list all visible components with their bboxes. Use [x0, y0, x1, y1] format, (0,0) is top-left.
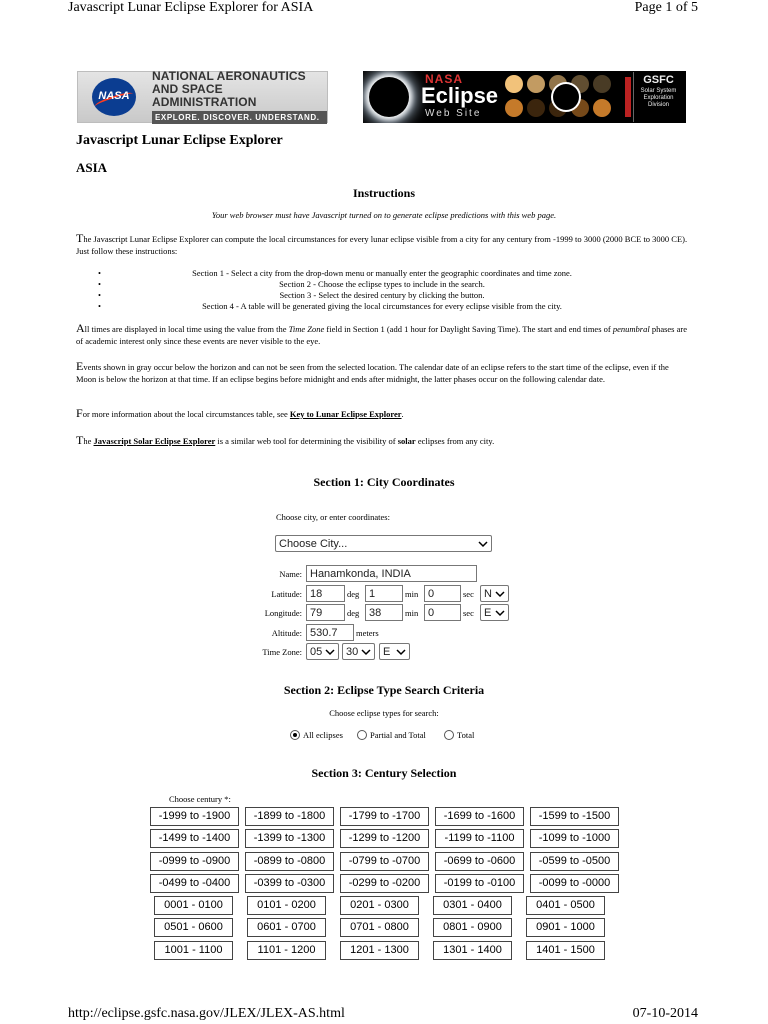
- javascript-note: Your web browser must have Javascript turned on to generate eclipse predictions with this web page.: [211, 210, 557, 220]
- chevron-down-icon: [495, 589, 505, 599]
- century-row: [150, 874, 630, 895]
- century-button[interactable]: -1899 to -1800: [245, 807, 334, 826]
- century-button[interactable]: -0499 to -0400: [150, 874, 239, 893]
- century-button[interactable]: 0201 - 0300: [340, 896, 419, 915]
- region-heading: ASIA: [76, 160, 108, 175]
- meters-unit: meters: [356, 628, 379, 638]
- banner-accent-bar: [625, 77, 631, 117]
- century-button[interactable]: -1699 to -1600: [435, 807, 524, 826]
- section2-heading: Section 2: Eclipse Type Search Criteria: [283, 683, 485, 697]
- century-button[interactable]: -1799 to -1700: [340, 807, 429, 826]
- eclipse-banner-subtitle: Web Site: [425, 108, 482, 119]
- min-unit: min: [405, 608, 419, 618]
- century-button[interactable]: -0899 to -0800: [245, 852, 334, 871]
- century-row: [150, 896, 630, 917]
- step-item: • Section 3 - Select the desired century by clicking the button.: [76, 290, 688, 301]
- section3-heading: Section 3: Century Selection: [311, 766, 457, 780]
- latitude-dir-select[interactable]: N: [480, 585, 509, 602]
- key-link[interactable]: Key to Lunar Eclipse Explorer: [289, 409, 402, 419]
- print-header-title: Javascript Lunar Eclipse Explorer for ASIA: [68, 0, 314, 15]
- sec-unit: sec: [463, 608, 474, 618]
- century-button[interactable]: -0299 to -0200: [340, 874, 429, 893]
- chevron-down-icon: [396, 647, 406, 657]
- century-button[interactable]: -1999 to -1900: [150, 807, 239, 826]
- century-button[interactable]: 1301 - 1400: [433, 941, 512, 960]
- city-select[interactable]: Choose City...: [275, 535, 492, 552]
- step-item: • Section 4 - A table will be generated giving the local circumstances for every eclipse visible from the city.: [76, 301, 688, 312]
- radio-all-eclipses[interactable]: All eclipses: [290, 730, 343, 740]
- print-header: [68, 0, 698, 16]
- century-row: [150, 829, 630, 850]
- century-button[interactable]: 1401 - 1500: [526, 941, 605, 960]
- eclipse-sun-icon: [369, 77, 409, 117]
- nasa-banner-link[interactable]: [77, 71, 328, 123]
- more-info-paragraph: For more information about the local circumstances table, see Key to Lunar Eclipse Explorer.: [76, 406, 404, 420]
- nasa-line1: NATIONAL AERONAUTICS: [152, 69, 306, 83]
- eclipse-banner-title: Eclipse: [421, 83, 499, 108]
- nasa-line2: AND SPACE ADMINISTRATION: [152, 82, 257, 109]
- print-footer: [68, 1006, 698, 1022]
- name-field[interactable]: Hanamkonda, INDIA: [306, 565, 477, 582]
- longitude-deg-field[interactable]: 79: [306, 604, 345, 621]
- instructions-heading: Instructions: [352, 186, 415, 200]
- step-item: • Section 2 - Choose the eclipse types to include in the search.: [76, 279, 688, 290]
- century-button[interactable]: -0399 to -0300: [245, 874, 334, 893]
- timezone-label: Time Zone:: [262, 647, 302, 657]
- nasa-logo-icon: NASA: [92, 78, 136, 116]
- century-button[interactable]: 0401 - 0500: [526, 896, 605, 915]
- min-unit: min: [405, 589, 419, 599]
- century-button[interactable]: -0199 to -0100: [435, 874, 524, 893]
- century-button[interactable]: -0799 to -0700: [340, 852, 429, 871]
- name-label: Name:: [279, 569, 302, 579]
- century-button[interactable]: -0699 to -0600: [435, 852, 524, 871]
- chevron-down-icon: [361, 647, 371, 657]
- century-button[interactable]: -1099 to -1000: [530, 829, 619, 848]
- eclipse-ring-icon: [553, 84, 579, 110]
- timezone-minutes-select[interactable]: 30: [342, 643, 375, 660]
- century-grid: [150, 807, 630, 963]
- eclipse-types-label: Choose eclipse types for search:: [329, 708, 439, 718]
- choose-city-label: Choose city, or enter coordinates:: [276, 512, 390, 522]
- century-button[interactable]: -1599 to -1500: [530, 807, 619, 826]
- radio-button-icon[interactable]: [444, 730, 454, 740]
- century-button[interactable]: 1201 - 1300: [340, 941, 419, 960]
- sec-unit: sec: [463, 589, 474, 599]
- century-button[interactable]: 0801 - 0900: [433, 918, 512, 937]
- century-button[interactable]: 0101 - 0200: [247, 896, 326, 915]
- century-button[interactable]: 0701 - 0800: [340, 918, 419, 937]
- century-button[interactable]: -1199 to -1100: [435, 829, 524, 848]
- century-button[interactable]: 0001 - 0100: [154, 896, 233, 915]
- chevron-down-icon: [325, 647, 335, 657]
- eclipse-banner-nasa: NASA: [425, 72, 464, 86]
- nasa-wordmark: [152, 70, 327, 124]
- instruction-steps: [76, 268, 688, 312]
- print-page-number: Page 1 of 5: [634, 0, 698, 15]
- latitude-min-field[interactable]: 1: [365, 585, 403, 602]
- century-row: [150, 918, 630, 939]
- century-button[interactable]: -1499 to -1400: [150, 829, 239, 848]
- century-button[interactable]: -0099 to -0000: [530, 874, 619, 893]
- eclipse-website-banner-link[interactable]: [363, 71, 686, 123]
- century-button[interactable]: 0601 - 0700: [247, 918, 326, 937]
- gsfc-logo: GSFC Solar System Exploration Division: [633, 72, 683, 122]
- page-title: Javascript Lunar Eclipse Explorer: [76, 133, 283, 148]
- century-row: [150, 807, 630, 828]
- nasa-tagline: EXPLORE. DISCOVER. UNDERSTAND.: [152, 111, 327, 124]
- solar-paragraph: The Javascript Solar Eclipse Explorer is a similar web tool for determining the visibility of solar eclipses from any city.: [76, 433, 495, 447]
- century-button[interactable]: 0301 - 0400: [433, 896, 512, 915]
- section1-heading: Section 1: City Coordinates: [313, 475, 455, 489]
- altitude-field[interactable]: 530.7: [306, 624, 354, 641]
- radio-partial-and-total[interactable]: Partial and Total: [357, 730, 426, 740]
- altitude-label: Altitude:: [271, 628, 302, 638]
- century-row: [150, 941, 630, 962]
- deg-unit: deg: [347, 589, 360, 599]
- century-button[interactable]: -0599 to -0500: [530, 852, 619, 871]
- century-button[interactable]: 0901 - 1000: [526, 918, 605, 937]
- events-paragraph: Events shown in gray occur below the horizon and can not be seen from the selected location. The calendar date of an eclipse refers to the start time of the eclipse, even if the Moon is below the horizon at that time. If an eclipse begins before midnight and ends after midnight, the latter phases occur on the following calendar date.: [76, 359, 669, 384]
- century-button[interactable]: -0999 to -0900: [150, 852, 239, 871]
- longitude-sec-field[interactable]: 0: [424, 604, 461, 621]
- longitude-dir-select[interactable]: E: [480, 604, 509, 621]
- chevron-down-icon: [478, 539, 488, 549]
- century-button[interactable]: 0501 - 0600: [154, 918, 233, 937]
- deg-unit: deg: [347, 608, 360, 618]
- longitude-min-field[interactable]: 38: [365, 604, 403, 621]
- timezone-dir-select[interactable]: E: [379, 643, 410, 660]
- latitude-label: Latitude:: [271, 589, 302, 599]
- century-button[interactable]: 1101 - 1200: [247, 941, 326, 960]
- radio-total[interactable]: Total: [444, 730, 474, 740]
- latitude-sec-field[interactable]: 0: [424, 585, 461, 602]
- times-paragraph: All times are displayed in local time using the value from the Time Zone field in Section 1 (add 1 hour for Daylight Saving Time). The start and end times of penumbral phases are of academic interest only since these events are never visible to the eye.: [76, 321, 687, 346]
- solar-explorer-link[interactable]: Javascript Solar Eclipse Explorer: [93, 436, 216, 446]
- radio-button-icon[interactable]: [290, 730, 300, 740]
- longitude-label: Longitude:: [264, 608, 302, 618]
- century-row: [150, 852, 630, 873]
- intro-paragraph: The Javascript Lunar Eclipse Explorer can compute the local circumstances for every lunar eclipse visible from a city for any century from -1999 to 3000 (2000 BCE to 3000 CE). Just follow these instructions:: [76, 231, 688, 256]
- century-button[interactable]: 1001 - 1100: [154, 941, 233, 960]
- choose-century-label: Choose century *:: [169, 794, 231, 804]
- print-date: 07-10-2014: [632, 1006, 698, 1021]
- latitude-deg-field[interactable]: 18: [306, 585, 345, 602]
- chevron-down-icon: [495, 608, 505, 618]
- century-button[interactable]: -1399 to -1300: [245, 829, 334, 848]
- timezone-hours-select[interactable]: 05: [306, 643, 339, 660]
- radio-button-icon[interactable]: [357, 730, 367, 740]
- century-button[interactable]: -1299 to -1200: [340, 829, 429, 848]
- step-item: • Section 1 - Select a city from the drop-down menu or manually enter the geographic coordinates and time zone.: [76, 268, 688, 279]
- print-url: http://eclipse.gsfc.nasa.gov/JLEX/JLEX-AS.html: [68, 1006, 345, 1021]
